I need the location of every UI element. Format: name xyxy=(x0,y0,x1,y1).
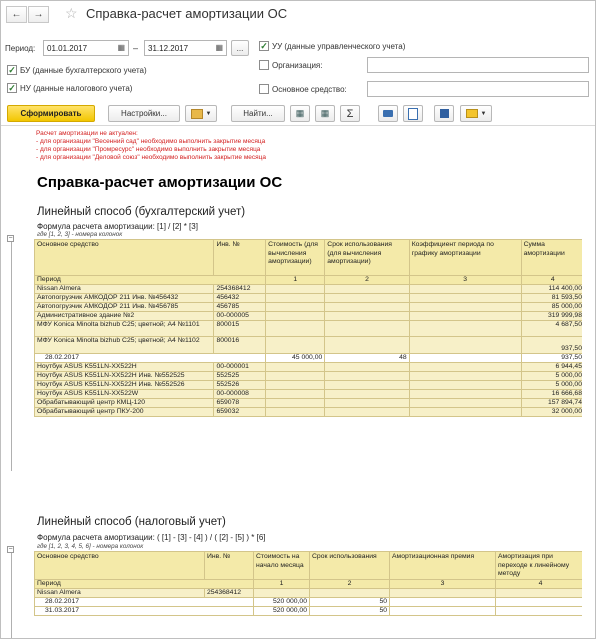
section-title-nu: Линейный способ (налоговый учет) xyxy=(37,516,226,528)
warning-block xyxy=(36,130,266,162)
col-header: Сумма амортизации xyxy=(521,240,582,276)
inv-number: 800015 xyxy=(214,321,266,337)
period-label: Период: xyxy=(5,44,36,53)
depreciation-sum: 81 593,50 xyxy=(521,294,582,303)
forward-button[interactable] xyxy=(28,6,49,23)
table-row[interactable] xyxy=(35,389,583,398)
cost-value: 45 000,00 xyxy=(266,353,325,362)
col-header: Стоимость (для вычисления амортизации) xyxy=(266,240,325,276)
col-header: Срок использования xyxy=(310,552,390,580)
col-number: 3 xyxy=(390,580,496,589)
section-title-bu: Линейный способ (бухгалтерский учет) xyxy=(37,206,246,218)
print-button[interactable] xyxy=(378,105,398,122)
asset-name: Автопогрузчик АМКОДОР 211 Инв. №456785 xyxy=(35,303,214,312)
table-row[interactable] xyxy=(35,303,583,312)
period-value: 28.02.2017 xyxy=(35,598,254,607)
col-number: 4 xyxy=(496,580,583,589)
warning-line: - для организации "Весенний сад" необходимо выполнить закрытие месяца xyxy=(36,138,266,145)
table-header-row xyxy=(35,240,583,276)
nu-checkbox[interactable]: ✓ xyxy=(8,83,16,93)
uu-checkbox[interactable]: ✓ xyxy=(260,41,268,51)
grid-plus-icon: ▦ xyxy=(320,108,330,118)
grid-minus-icon: ▦ xyxy=(295,108,305,118)
term-value: 50 xyxy=(310,598,390,607)
printer-icon xyxy=(383,110,393,117)
toolbar-divider xyxy=(1,125,595,126)
cost-value: 520 000,00 xyxy=(254,607,310,616)
collapse-group-icon[interactable]: − xyxy=(8,235,13,242)
formula-bu: Формула расчета амортизации: [1] / [2] * [3] xyxy=(37,222,198,231)
window-title: Справка-расчет амортизации ОС xyxy=(86,6,288,21)
inv-number: 254368412 xyxy=(214,285,266,294)
depreciation-sum: 937,50 xyxy=(521,353,582,362)
warning-line: - для организации "Промресурс" необходимо выполнить закрытие месяца xyxy=(36,146,261,153)
inv-number: 456432 xyxy=(214,294,266,303)
depreciation-sum: 5 000,00 xyxy=(521,371,582,380)
table-row[interactable] xyxy=(35,294,583,303)
arrow-right-icon: → xyxy=(33,9,44,20)
term-value: 50 xyxy=(310,607,390,616)
period-value: 31.03.2017 xyxy=(35,607,254,616)
preview-button[interactable] xyxy=(403,105,423,122)
bu-label: БУ (данные бухгалтерского учета) xyxy=(20,66,147,75)
table-bu xyxy=(34,239,582,417)
col-header: Инв. № xyxy=(205,552,254,580)
collapse-group-icon[interactable]: − xyxy=(8,546,13,553)
table-number-row xyxy=(35,580,583,589)
depreciation-sum: 85 000,00 xyxy=(521,303,582,312)
col-header: Период xyxy=(35,580,254,589)
table-row[interactable] xyxy=(35,285,583,294)
col-header: Период xyxy=(35,276,266,285)
bu-checkbox[interactable]: ✓ xyxy=(8,65,16,75)
asset-name: Административное здание №2 xyxy=(35,312,214,321)
col-header: Срок использования (для вычисления амортизации) xyxy=(325,240,409,276)
table-subrow[interactable] xyxy=(35,598,583,607)
depreciation-sum: 157 894,74 xyxy=(521,398,582,407)
table-row[interactable] xyxy=(35,398,583,407)
period-select-button[interactable]: ... xyxy=(231,40,249,56)
asset-name: Ноутбук ASUS K551LN-XX522H xyxy=(35,362,214,371)
calendar-icon[interactable]: ▦ xyxy=(215,43,223,52)
asset-name: Ноутбук ASUS K551LN-XX522W xyxy=(35,389,214,398)
group-tree-line xyxy=(11,239,12,471)
folder-icon xyxy=(191,109,203,119)
settings-button[interactable]: Настройки... xyxy=(108,105,180,122)
uu-label: УУ (данные управленческого учета) xyxy=(272,42,406,51)
inv-number: 659032 xyxy=(214,407,266,416)
asset-name: Nissan Almera xyxy=(35,285,214,294)
table-nu xyxy=(34,551,582,616)
inv-number: 254368412 xyxy=(205,589,254,598)
depreciation-sum: 16 666,68 xyxy=(521,389,582,398)
floppy-disk-icon xyxy=(440,109,449,118)
depreciation-sum: 32 000,00 xyxy=(521,407,582,416)
col-header: Амортизация при переходе к линейному методу xyxy=(496,552,583,580)
period-to-input[interactable] xyxy=(144,40,227,56)
col-header: Основное средство xyxy=(35,240,214,276)
col-header: Инв. № xyxy=(214,240,266,276)
col-header: Стоимость на начало месяца xyxy=(254,552,310,580)
warning-line: Расчет амортизации не актуален: xyxy=(36,130,138,137)
cost-value: 520 000,00 xyxy=(254,598,310,607)
warning-line: - для организации "Деловой союз" необходимо выполнить закрытие месяца xyxy=(36,154,267,161)
asset-name: Ноутбук ASUS K551LN-XX522H Инв. №552525 xyxy=(35,371,214,380)
collapse-groups-button[interactable] xyxy=(290,105,310,122)
period-from-input[interactable] xyxy=(43,40,129,56)
col-header: Амортизационная премия xyxy=(390,552,496,580)
report-area xyxy=(14,127,582,638)
asset-name: Автопогрузчик АМКОДОР 211 Инв. №456432 xyxy=(35,294,214,303)
formula-nu: Формула расчета амортизации: ( [1] - [3] - [4] ) / ( [2] - [5] ) * [6] xyxy=(37,533,266,542)
sum-button[interactable]: Σ xyxy=(340,105,360,122)
table-subrow[interactable] xyxy=(35,353,583,362)
col-number: 3 xyxy=(409,276,521,285)
os-label: Основное средство: xyxy=(272,85,347,94)
inv-number: 00-000005 xyxy=(214,312,266,321)
asset-name: Обрабатывающий центр ПКУ-200 xyxy=(35,407,214,416)
table-row[interactable] xyxy=(35,589,583,598)
table-row[interactable] xyxy=(35,337,583,353)
report-title: Справка-расчет амортизации ОС xyxy=(37,174,283,191)
asset-name: Обрабатывающий центр КМЦ-120 xyxy=(35,398,214,407)
inv-number: 552525 xyxy=(214,371,266,380)
favorite-star-icon[interactable]: ☆ xyxy=(65,5,78,21)
table-row[interactable] xyxy=(35,407,583,416)
table-row[interactable] xyxy=(35,380,583,389)
asset-name: Ноутбук ASUS K551LN-XX522H Инв. №552526 xyxy=(35,380,214,389)
arrow-left-icon: ← xyxy=(11,9,22,20)
org-label: Организация: xyxy=(272,61,323,70)
send-email-button[interactable] xyxy=(460,105,492,122)
inv-number: 552526 xyxy=(214,380,266,389)
col-number: 1 xyxy=(254,580,310,589)
period-from-value: 01.01.2017 xyxy=(47,43,88,53)
depreciation-sum: 114 400,00 xyxy=(521,285,582,294)
chevron-down-icon: ▼ xyxy=(205,110,212,117)
depreciation-sum: 5 000,00 xyxy=(521,380,582,389)
asset-name: МФУ Konica Minolta bizhub C25; цветной; А4 №1102 xyxy=(35,337,214,353)
calendar-icon[interactable]: ▦ xyxy=(117,43,125,52)
envelope-icon xyxy=(466,109,478,118)
table-header-row xyxy=(35,552,583,580)
inv-number: 00-000008 xyxy=(214,389,266,398)
nu-label: НУ (данные налогового учета) xyxy=(20,84,133,93)
table-row[interactable] xyxy=(35,312,583,321)
inv-number: 800016 xyxy=(214,337,266,353)
os-input[interactable] xyxy=(367,81,589,97)
inv-number: 00-000001 xyxy=(214,362,266,371)
period-dash: – xyxy=(133,43,139,53)
inv-number: 659078 xyxy=(214,398,266,407)
formula-note-bu: где [1, 2, 3] - номера колонок xyxy=(37,231,123,238)
depreciation-sum: 4 687,50 xyxy=(521,321,582,337)
table-row[interactable] xyxy=(35,371,583,380)
org-checkbox[interactable] xyxy=(259,60,269,70)
os-checkbox[interactable] xyxy=(259,84,269,94)
col-number: 1 xyxy=(266,276,325,285)
chevron-down-icon: ▼ xyxy=(480,110,487,117)
inv-number: 456785 xyxy=(214,303,266,312)
depreciation-sum: 319 999,98 xyxy=(521,312,582,321)
group-tree-line xyxy=(11,549,12,639)
generate-button[interactable]: Сформировать xyxy=(7,105,95,122)
variants-button[interactable] xyxy=(185,105,217,122)
term-value: 48 xyxy=(325,353,409,362)
org-input[interactable] xyxy=(367,57,589,73)
asset-name: Nissan Almera xyxy=(35,589,205,598)
col-number: 2 xyxy=(325,276,409,285)
depreciation-sum: 6 944,45 xyxy=(521,362,582,371)
preview-icon xyxy=(408,108,418,120)
save-button[interactable] xyxy=(434,105,454,122)
back-button[interactable] xyxy=(6,6,27,23)
formula-note-nu: где [1, 2, 3, 4, 5, 6] - номера колонок xyxy=(37,543,144,550)
col-header: Коэффициент периода по графику амортизации xyxy=(409,240,521,276)
table-row[interactable] xyxy=(35,321,583,337)
asset-name: МФУ Konica Minolta bizhub C25; цветной; А4 №1101 xyxy=(35,321,214,337)
period-value: 28.02.2017 xyxy=(35,353,266,362)
col-number: 4 xyxy=(521,276,582,285)
table-row[interactable] xyxy=(35,362,583,371)
depreciation-sum: 937,50 xyxy=(521,337,582,353)
period-to-value: 31.12.2017 xyxy=(148,43,189,53)
table-subrow[interactable] xyxy=(35,607,583,616)
find-button[interactable]: Найти... xyxy=(231,105,285,122)
col-header: Основное средство xyxy=(35,552,205,580)
expand-groups-button[interactable] xyxy=(315,105,335,122)
col-number: 2 xyxy=(310,580,390,589)
table-number-row xyxy=(35,276,583,285)
